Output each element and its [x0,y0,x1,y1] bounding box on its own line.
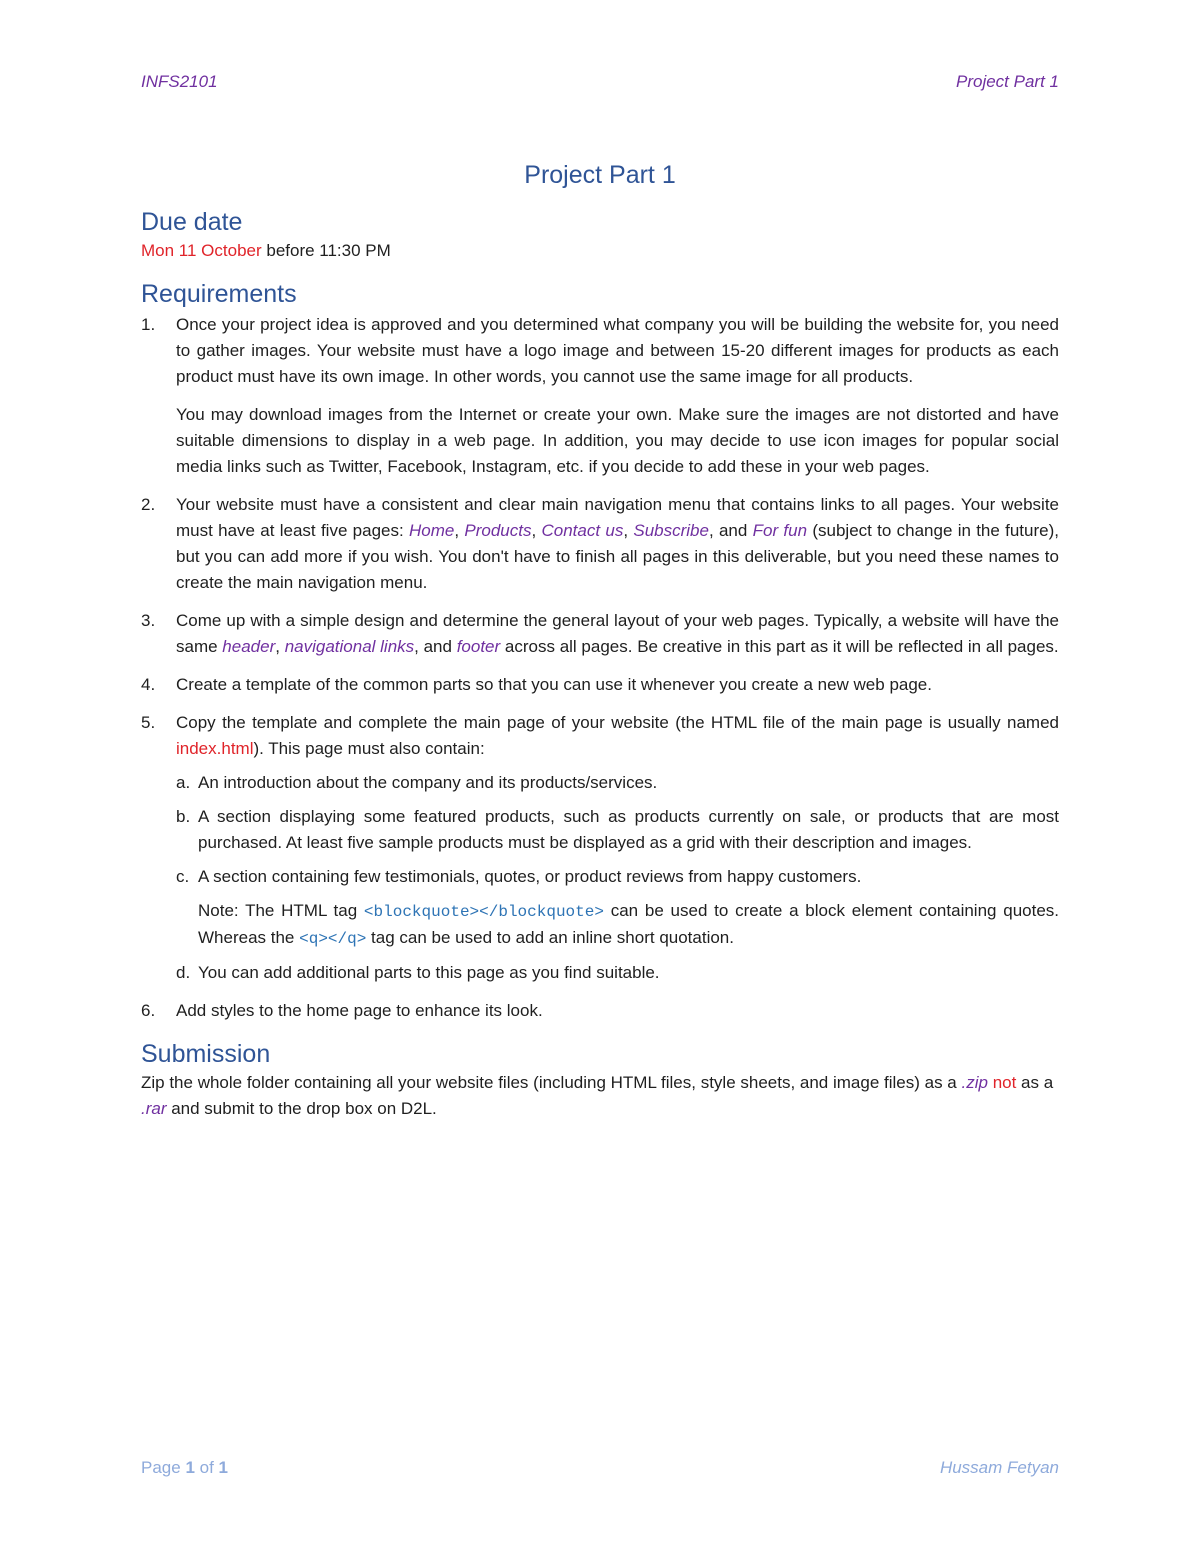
text-run: , and [708,521,753,540]
text-run: , [454,521,465,540]
item-number: 2. [141,495,156,514]
sub-item-text: You can add additional parts to this page as you find suitable. [198,963,660,982]
file-name: index.html [176,739,254,758]
sub-item-letter: c. [176,867,190,886]
item-number: 1. [141,315,156,334]
code-blockquote-tag: <blockquote></blockquote> [363,903,604,921]
text-run: (subject to change in the future), but you can add more if you wish. You don't have to finish all pages in this deliverable, but you need these names to create the main navigation menu. [176,521,1059,592]
note-text [198,898,1059,952]
not-word: not [992,1073,1017,1092]
item-text [176,710,1059,762]
page-name-contact: Contact us [541,521,624,540]
header-part: Project Part 1 [956,72,1059,91]
sub-list-item [176,770,1059,796]
term-footer: footer [456,637,501,656]
sub-item-text: A section containing few testimonials, quotes, or product reviews from happy customers. [198,867,862,886]
text-run: of [194,1458,219,1477]
list-item [141,710,1059,986]
current-page: 1 [185,1458,195,1477]
sub-list-item [176,804,1059,856]
list-item [141,312,1059,480]
document-title: Project Part 1 [524,161,676,189]
sub-item-text: A section displaying some featured products, such as products currently on sale, or products that are most purchased. At least five sample products must be displayed as a grid with their description and images. [198,807,1059,852]
header-course: INFS2101 [141,72,218,91]
text-run: , [275,637,285,656]
sub-item-letter: b. [176,807,191,826]
list-item [141,608,1059,660]
item-text: Once your project idea is approved and you determined what company you will be building the website for, you need to gather images. Your website must have a logo image and between 15-20 different images for products as each product must have its own image. In other words, you cannot use the same image for all products. [176,315,1059,386]
requirements-list [141,312,1059,1024]
submission-text [141,1070,1059,1122]
text-run: , [623,521,634,540]
page-header [141,72,1059,98]
text-run: , [531,521,542,540]
text-run: Your website must have a consistent and clear main navigation menu that contains links to all pages. Your website must have at least five pages: [176,495,1059,540]
document-body [141,156,1059,1122]
item-text: Add styles to the home page to enhance its look. [176,1001,543,1020]
item-text [176,608,1059,660]
submission-heading: Submission [141,1040,271,1068]
item-number: 6. [141,1001,156,1020]
sub-item-text: An introduction about the company and its products/services. [198,773,658,792]
term-header: header [222,637,276,656]
page-number [141,1458,228,1478]
term-nav-links: navigational links [284,637,415,656]
rar-ext: .rar [141,1099,167,1118]
text-run: Come up with a simple design and determine the general layout of your web pages. Typically, a website will have the same [176,611,1059,656]
text-run: , and [414,637,457,656]
text-run: tag can be used to add an inline short quotation. [366,928,734,947]
page-name-forfun: For fun [752,521,808,540]
sub-list [176,770,1059,986]
item-text [176,492,1059,596]
text-run: Zip the whole folder containing all your website files (including HTML files, style sheets, and image files) as a [141,1073,962,1092]
due-date-heading: Due date [141,208,243,236]
list-item [141,672,1059,698]
sub-list-item [176,864,1059,952]
page-footer [141,1458,1059,1484]
item-text-2: You may download images from the Internet or create your own. Make sure the images are not distorted and have suitable dimensions to display in a web page. In addition, you may decide to use icon images for popular social media links such as Twitter, Facebook, Instagram, etc. if you decide to add these in your web pages. [176,405,1059,476]
text-run: Copy the template and complete the main page of your website (the HTML file of the main page is usually named [176,713,1059,732]
page-name-products: Products [464,521,532,540]
text-run: ). This page must also contain: [253,739,485,758]
text-run: Page [141,1458,186,1477]
due-time: before 11:30 PM [261,241,391,260]
page-name-home: Home [409,521,455,540]
text-run: as a [1016,1073,1054,1092]
text-run: Note: The HTML tag [198,901,364,920]
item-number: 5. [141,713,156,732]
author-name: Hussam Fetyan [939,1458,1059,1477]
zip-ext: .zip [961,1073,988,1092]
due-date-line [141,238,1059,264]
code-q-tag: <q></q> [299,930,367,948]
sub-list-item [176,960,1059,986]
item-text: Create a template of the common parts so that you can use it whenever you create a new web page. [176,675,932,694]
text-run: across all pages. Be creative in this part as it will be reflected in all pages. [500,637,1059,656]
list-item [141,998,1059,1024]
list-item [141,492,1059,596]
total-pages: 1 [218,1458,228,1477]
text-run: can be used to create a block element containing quotes. Whereas the [198,901,1059,947]
sub-item-letter: a. [176,773,191,792]
due-date: Mon 11 October [141,241,262,260]
sub-item-letter: d. [176,963,191,982]
text-run: and submit to the drop box on D2L. [166,1099,437,1118]
page-name-subscribe: Subscribe [633,521,709,540]
requirements-heading: Requirements [141,280,297,308]
item-number: 4. [141,675,156,694]
item-number: 3. [141,611,156,630]
